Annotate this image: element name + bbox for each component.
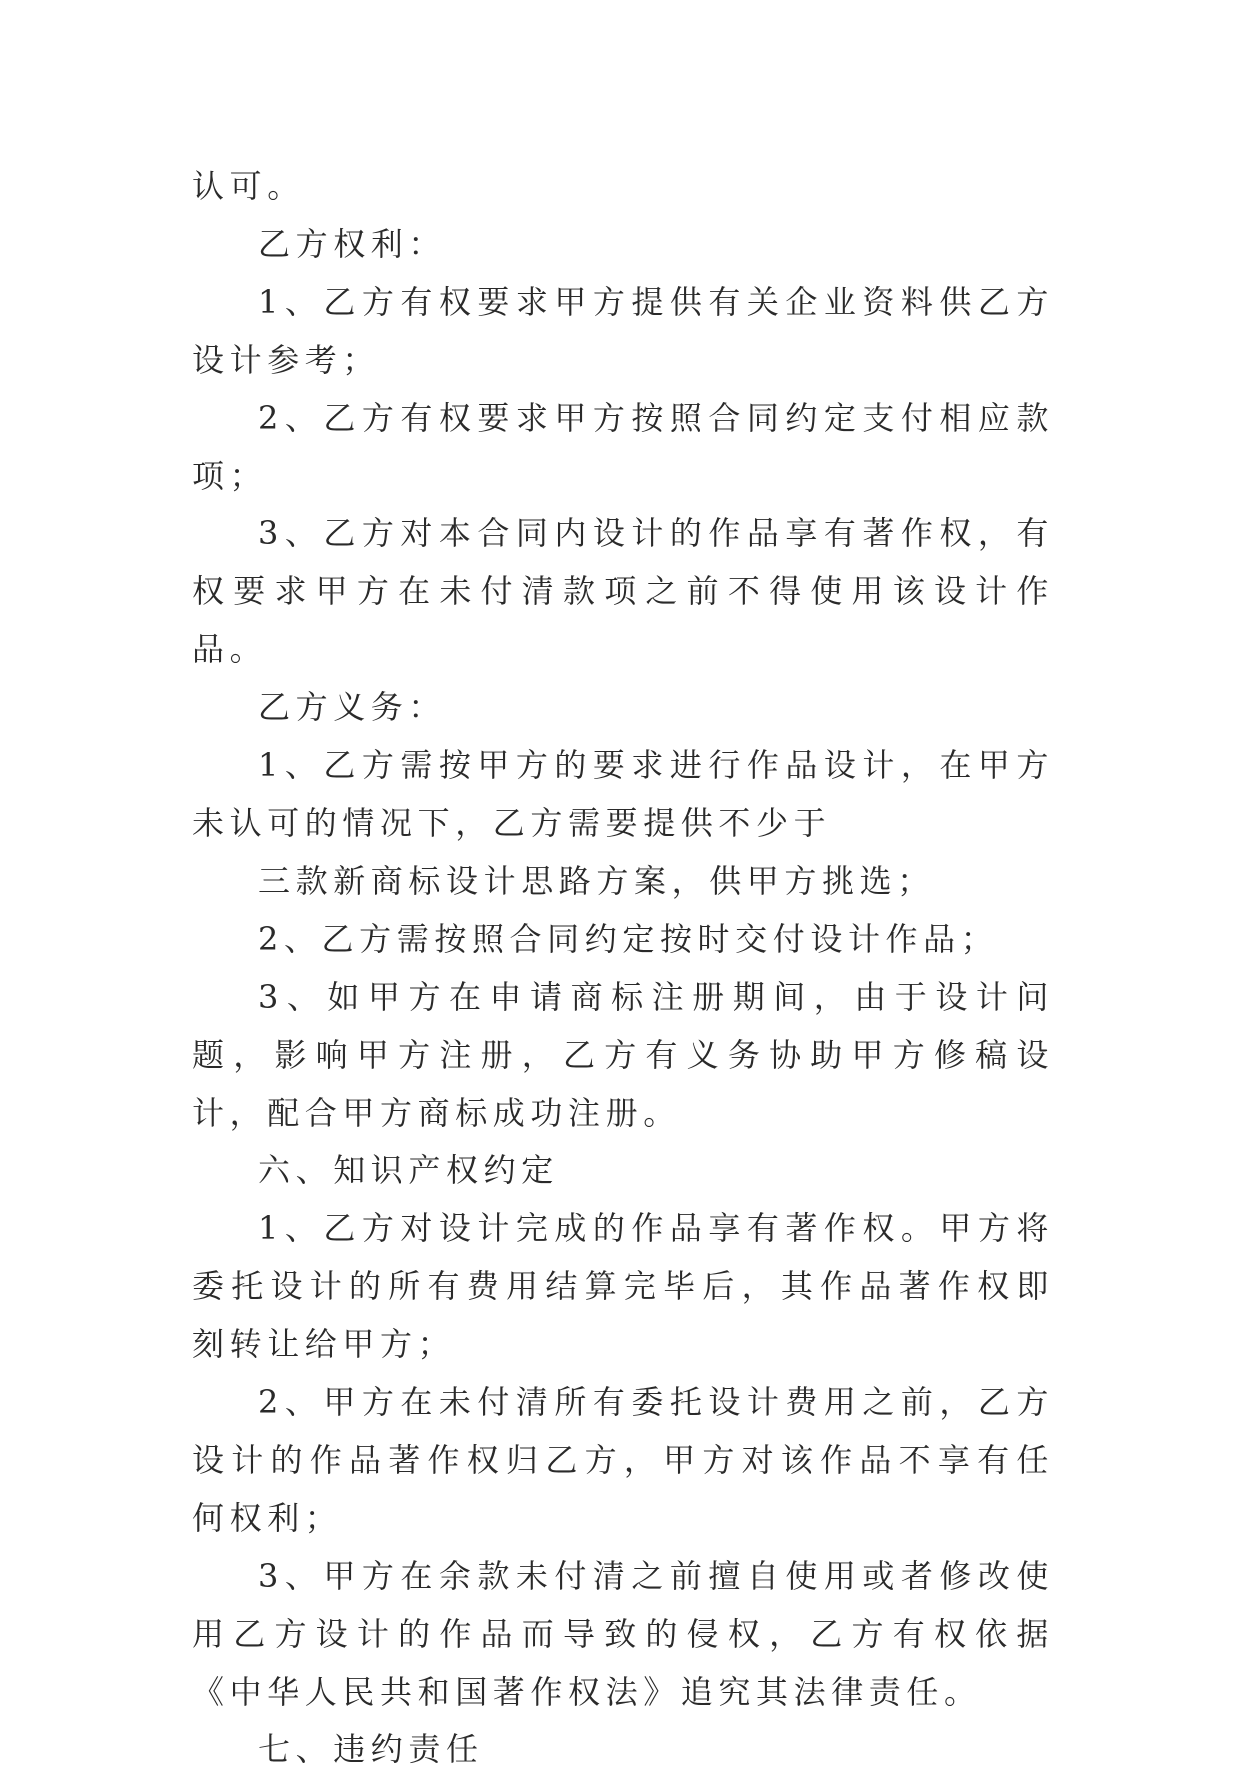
paragraph-rights-1: 1、乙方有权要求甲方提供有关企业资料供乙方设计参考； bbox=[192, 282, 1054, 379]
paragraph-obligations-3: 3、如甲方在申请商标注册期间，由于设计问题，影响甲方注册，乙方有义务协助甲方修稿设计，配合甲方商标成功注册。 bbox=[192, 977, 1054, 1132]
heading-section-6: 六、知识产权约定 bbox=[258, 1151, 559, 1190]
paragraph-ip-3: 3、甲方在余款未付清之前擅自使用或者修改使用乙方设计的作品而导致的侵权，乙方有权依据《中华人民共和国著作权法》追究其法律责任。 bbox=[192, 1556, 1054, 1711]
paragraph-continuation: 认可。 bbox=[192, 167, 305, 205]
paragraph-ip-1: 1、乙方对设计完成的作品享有著作权。甲方将委托设计的所有费用结算完毕后，其作品著作权即刻转让给甲方； bbox=[192, 1209, 1054, 1364]
document-body bbox=[192, 158, 1054, 1779]
heading-party-b-obligations: 乙方义务： bbox=[258, 688, 447, 727]
paragraph-obligations-1-cont: 三款新商标设计思路方案，供甲方挑选； bbox=[258, 861, 935, 900]
paragraph-ip-2: 2、甲方在未付清所有委托设计费用之前，乙方设计的作品著作权归乙方，甲方对该作品不享有任何权利； bbox=[192, 1383, 1054, 1537]
heading-party-b-rights: 乙方权利： bbox=[258, 224, 447, 263]
heading-section-7: 七、违约责任 bbox=[258, 1730, 484, 1769]
paragraph-obligations-2: 2、乙方需按照合同约定按时交付设计作品； bbox=[258, 919, 999, 958]
paragraph-obligations-1: 1、乙方需按甲方的要求进行作品设计，在甲方未认可的情况下，乙方需要提供不少于 bbox=[192, 746, 1054, 842]
paragraph-rights-2: 2、乙方有权要求甲方按照合同约定支付相应款项； bbox=[192, 398, 1054, 495]
paragraph-rights-3: 3、乙方对本合同内设计的作品享有著作权，有权要求甲方在未付清款项之前不得使用该设计作品。 bbox=[192, 514, 1054, 669]
